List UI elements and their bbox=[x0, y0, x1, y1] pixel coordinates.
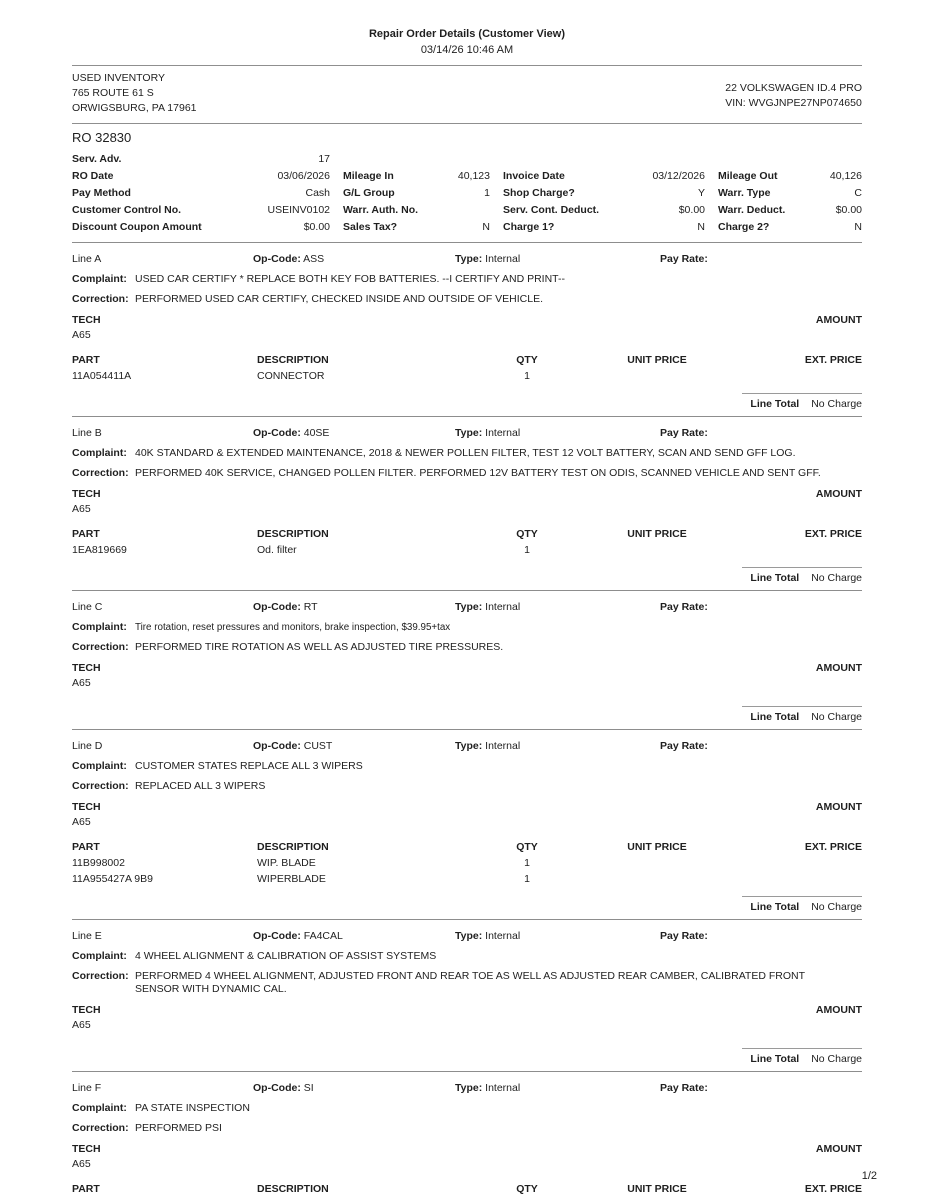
info-value: 1 bbox=[484, 187, 490, 199]
page-number: 1/2 bbox=[861, 1170, 877, 1182]
info-label: Warr. Deduct. bbox=[718, 204, 786, 216]
op-code-value: FA4CAL bbox=[303, 930, 343, 942]
info-cell bbox=[343, 170, 490, 183]
pay-rate-label: Pay Rate: bbox=[660, 740, 708, 752]
info-label: Serv. Cont. Deduct. bbox=[503, 204, 600, 216]
part-qty: 1 bbox=[524, 857, 530, 869]
type-label: Type: bbox=[455, 427, 483, 439]
correction-row bbox=[72, 1122, 862, 1135]
tech-label: TECH bbox=[72, 314, 101, 326]
unit-price-header: UNIT PRICE bbox=[627, 354, 687, 366]
pay-rate bbox=[660, 427, 862, 440]
parts-table bbox=[72, 1183, 862, 1196]
correction-label: Correction: bbox=[72, 467, 129, 479]
complaint-row bbox=[72, 950, 862, 963]
complaint-row bbox=[72, 1102, 862, 1115]
type-label: Type: bbox=[455, 601, 483, 613]
description-header: DESCRIPTION bbox=[257, 354, 329, 366]
pay-rate bbox=[660, 740, 862, 753]
correction-label: Correction: bbox=[72, 1122, 129, 1134]
info-cell bbox=[343, 187, 490, 200]
info-label: RO Date bbox=[72, 170, 114, 182]
op-code-value: SI bbox=[303, 1082, 314, 1094]
unit-price-header: UNIT PRICE bbox=[627, 1183, 687, 1195]
part-description: Od. filter bbox=[257, 544, 297, 556]
info-label: Customer Control No. bbox=[72, 204, 182, 216]
tech-label: TECH bbox=[72, 801, 101, 813]
correction-label: Correction: bbox=[72, 293, 129, 305]
info-label: Charge 1? bbox=[503, 221, 555, 233]
info-value: N bbox=[482, 221, 490, 233]
description-header: DESCRIPTION bbox=[257, 528, 329, 540]
parts-table bbox=[72, 841, 862, 886]
complaint-text: USED CAR CERTIFY * REPLACE BOTH KEY FOB BATTERIES. --I CERTIFY AND PRINT-- bbox=[135, 273, 565, 285]
dealer-name: USED INVENTORY bbox=[72, 72, 165, 84]
part-unit-price bbox=[562, 857, 752, 870]
type-label: Type: bbox=[455, 1082, 483, 1094]
line-id: Line B bbox=[72, 427, 102, 439]
complaint-row bbox=[72, 273, 862, 286]
unit-price-header: UNIT PRICE bbox=[627, 528, 687, 540]
line-total-label: Line Total bbox=[750, 901, 800, 913]
line-total-row bbox=[72, 393, 862, 411]
part-unit-price bbox=[562, 370, 752, 383]
tech-value: A65 bbox=[72, 677, 91, 689]
parts-table bbox=[72, 528, 862, 557]
part-unit-price bbox=[562, 873, 752, 886]
document-datetime: 03/14/26 10:46 AM bbox=[420, 44, 514, 56]
type-label: Type: bbox=[455, 740, 483, 752]
op-code bbox=[253, 601, 455, 614]
info-cell bbox=[718, 170, 862, 183]
pay-rate bbox=[660, 930, 862, 943]
dealer-block bbox=[72, 71, 197, 116]
part-description: CONNECTOR bbox=[257, 370, 325, 382]
part-unit-price bbox=[562, 544, 752, 557]
line-total-label: Line Total bbox=[750, 398, 800, 410]
pay-rate-label: Pay Rate: bbox=[660, 427, 708, 439]
pay-rate-label: Pay Rate: bbox=[660, 930, 708, 942]
op-code bbox=[253, 253, 455, 266]
line-total bbox=[742, 393, 862, 411]
line-total-label: Line Total bbox=[750, 572, 800, 584]
tech-amount-row bbox=[72, 801, 862, 814]
correction-row bbox=[72, 293, 862, 306]
tech-amount-row bbox=[72, 488, 862, 501]
line-type bbox=[455, 1082, 660, 1095]
amount-label: AMOUNT bbox=[815, 662, 862, 674]
complaint-text: PA STATE INSPECTION bbox=[135, 1102, 250, 1114]
type-value: Internal bbox=[485, 601, 521, 613]
line-id: Line C bbox=[72, 601, 103, 613]
qty-header: QTY bbox=[516, 1183, 538, 1195]
complaint-row bbox=[72, 760, 862, 773]
complaint-label: Complaint: bbox=[72, 447, 127, 459]
type-value: Internal bbox=[485, 253, 521, 265]
pay-rate-label: Pay Rate: bbox=[660, 1082, 708, 1094]
line-total bbox=[742, 896, 862, 914]
info-cell bbox=[503, 187, 705, 200]
complaint-text: 4 WHEEL ALIGNMENT & CALIBRATION OF ASSIST SYSTEMS bbox=[135, 950, 437, 962]
tech-amount-row bbox=[72, 1143, 862, 1156]
info-cell bbox=[718, 153, 862, 166]
line-total bbox=[742, 567, 862, 585]
line-total bbox=[742, 706, 862, 724]
complaint-label: Complaint: bbox=[72, 1102, 127, 1114]
op-code-value: CUST bbox=[303, 740, 333, 752]
pay-rate-label: Pay Rate: bbox=[660, 601, 708, 613]
complaint-label: Complaint: bbox=[72, 621, 127, 633]
parts-table bbox=[72, 354, 862, 383]
description-header: DESCRIPTION bbox=[257, 841, 329, 853]
info-value: 03/06/2026 bbox=[277, 170, 330, 182]
pay-rate bbox=[660, 601, 862, 614]
correction-label: Correction: bbox=[72, 970, 129, 982]
info-value: 17 bbox=[318, 153, 330, 165]
type-value: Internal bbox=[485, 1082, 521, 1094]
part-description: WIP. BLADE bbox=[257, 857, 316, 869]
info-label: Invoice Date bbox=[503, 170, 565, 182]
part-description: WIPERBLADE bbox=[257, 873, 326, 885]
op-code-label: Op-Code: bbox=[253, 930, 301, 942]
line-id: Line E bbox=[72, 930, 102, 942]
info-cell bbox=[72, 187, 330, 200]
info-value: USEINV0102 bbox=[267, 204, 330, 216]
qty-header: QTY bbox=[516, 841, 538, 853]
info-value: $0.00 bbox=[678, 204, 705, 216]
info-cell bbox=[718, 204, 862, 217]
amount-label: AMOUNT bbox=[815, 801, 862, 813]
part-ext-price bbox=[752, 544, 862, 557]
vehicle-vin: VIN: WVGJNPE27NP074650 bbox=[725, 97, 862, 109]
info-label: Discount Coupon Amount bbox=[72, 221, 202, 233]
line-section-e bbox=[72, 919, 862, 1071]
qty-header: QTY bbox=[516, 354, 538, 366]
info-label: Warr. Auth. No. bbox=[343, 204, 419, 216]
part-header: PART bbox=[72, 841, 100, 853]
info-value: $0.00 bbox=[835, 204, 862, 216]
correction-text: REPLACED ALL 3 WIPERS bbox=[135, 780, 266, 792]
tech-amount-row bbox=[72, 1004, 862, 1017]
line-total-label: Line Total bbox=[750, 1053, 800, 1065]
qty-header: QTY bbox=[516, 528, 538, 540]
tech-value: A65 bbox=[72, 503, 91, 515]
info-value: Y bbox=[697, 187, 705, 199]
info-label: Mileage In bbox=[343, 170, 394, 182]
line-total-value: No Charge bbox=[811, 1053, 862, 1065]
dealer-address-line2: ORWIGSBURG, PA 17961 bbox=[72, 102, 197, 114]
correction-text: PERFORMED USED CAR CERTIFY, CHECKED INSIDE AND OUTSIDE OF VEHICLE. bbox=[135, 293, 544, 305]
line-type bbox=[455, 601, 660, 614]
correction-label: Correction: bbox=[72, 641, 129, 653]
amount-label: AMOUNT bbox=[815, 1004, 862, 1016]
line-section-a bbox=[72, 242, 862, 416]
unit-price-header: UNIT PRICE bbox=[627, 841, 687, 853]
part-number: 11A955427A 9B9 bbox=[72, 873, 153, 885]
ext-price-header: EXT. PRICE bbox=[804, 528, 862, 540]
line-total-value: No Charge bbox=[811, 398, 862, 410]
line-total-value: No Charge bbox=[811, 572, 862, 584]
correction-row bbox=[72, 780, 862, 793]
line-header bbox=[72, 243, 862, 266]
line-total bbox=[742, 1048, 862, 1066]
line-type bbox=[455, 427, 660, 440]
correction-text: PERFORMED PSI bbox=[135, 1122, 222, 1134]
op-code-label: Op-Code: bbox=[253, 1082, 301, 1094]
part-header: PART bbox=[72, 354, 100, 366]
pay-rate bbox=[660, 253, 862, 266]
line-section-f bbox=[72, 1071, 862, 1201]
complaint-row bbox=[72, 621, 862, 634]
tech-label: TECH bbox=[72, 1143, 101, 1155]
op-code bbox=[253, 740, 455, 753]
complaint-label: Complaint: bbox=[72, 950, 127, 962]
type-value: Internal bbox=[485, 740, 521, 752]
info-label: Warr. Type bbox=[718, 187, 771, 199]
info-value: 40,123 bbox=[457, 170, 490, 182]
type-label: Type: bbox=[455, 253, 483, 265]
tech-value: A65 bbox=[72, 1019, 91, 1031]
op-code-value: RT bbox=[303, 601, 318, 613]
ext-price-header: EXT. PRICE bbox=[804, 1183, 862, 1195]
pay-rate bbox=[660, 1082, 862, 1095]
info-cell bbox=[718, 221, 862, 234]
info-label: G/L Group bbox=[343, 187, 395, 199]
part-number: 1EA819669 bbox=[72, 544, 127, 556]
document-header bbox=[72, 28, 862, 57]
part-ext-price bbox=[752, 370, 862, 383]
complaint-label: Complaint: bbox=[72, 760, 127, 772]
info-cell bbox=[72, 221, 330, 234]
part-ext-price bbox=[752, 857, 862, 870]
info-value: $0.00 bbox=[303, 221, 330, 233]
complaint-label: Complaint: bbox=[72, 273, 127, 285]
ro-number: RO 32830 bbox=[72, 130, 132, 145]
complaint-text: CUSTOMER STATES REPLACE ALL 3 WIPERS bbox=[135, 760, 363, 772]
tech-amount-row bbox=[72, 662, 862, 675]
info-label: Serv. Adv. bbox=[72, 153, 122, 165]
line-total-value: No Charge bbox=[811, 901, 862, 913]
info-label: Pay Method bbox=[72, 187, 131, 199]
op-code-label: Op-Code: bbox=[253, 253, 301, 265]
info-value: N bbox=[697, 221, 705, 233]
ro-info-grid bbox=[72, 152, 862, 242]
info-value: Cash bbox=[305, 187, 330, 199]
amount-label: AMOUNT bbox=[815, 1143, 862, 1155]
info-value: 03/12/2026 bbox=[652, 170, 705, 182]
tech-value: A65 bbox=[72, 816, 91, 828]
correction-label: Correction: bbox=[72, 780, 129, 792]
tech-value: A65 bbox=[72, 1158, 91, 1170]
line-header bbox=[72, 1072, 862, 1095]
part-qty: 1 bbox=[524, 544, 530, 556]
op-code-value: ASS bbox=[303, 253, 325, 265]
line-type bbox=[455, 253, 660, 266]
complaint-row bbox=[72, 447, 862, 460]
tech-label: TECH bbox=[72, 488, 101, 500]
part-ext-price bbox=[752, 873, 862, 886]
op-code bbox=[253, 930, 455, 943]
op-code bbox=[253, 427, 455, 440]
correction-row bbox=[72, 467, 862, 480]
tech-label: TECH bbox=[72, 1004, 101, 1016]
line-total-label: Line Total bbox=[750, 711, 800, 723]
op-code-label: Op-Code: bbox=[253, 427, 301, 439]
correction-text: PERFORMED TIRE ROTATION AS WELL AS ADJUSTED TIRE PRESSURES. bbox=[135, 641, 504, 653]
info-cell bbox=[72, 153, 330, 166]
info-cell bbox=[503, 153, 705, 166]
info-label: Shop Charge? bbox=[503, 187, 575, 199]
part-qty: 1 bbox=[524, 873, 530, 885]
line-total-value: No Charge bbox=[811, 711, 862, 723]
info-cell bbox=[503, 221, 705, 234]
page-title: Repair Order Details (Customer View) bbox=[368, 28, 566, 40]
info-value: N bbox=[854, 221, 862, 233]
line-total-row bbox=[72, 1048, 862, 1066]
tech-amount-row bbox=[72, 314, 862, 327]
info-cell bbox=[343, 204, 490, 217]
info-cell bbox=[343, 153, 490, 166]
line-id: Line F bbox=[72, 1082, 102, 1094]
op-code-label: Op-Code: bbox=[253, 740, 301, 752]
info-value: C bbox=[854, 187, 862, 199]
op-code bbox=[253, 1082, 455, 1095]
vehicle-model: 22 VOLKSWAGEN ID.4 PRO bbox=[725, 82, 862, 94]
ext-price-header: EXT. PRICE bbox=[804, 841, 862, 853]
part-number: 11B998002 bbox=[72, 857, 125, 869]
info-label: Charge 2? bbox=[718, 221, 770, 233]
correction-row bbox=[72, 970, 862, 996]
tech-value: A65 bbox=[72, 329, 91, 341]
correction-text: PERFORMED 4 WHEEL ALIGNMENT, ADJUSTED FRONT AND REAR TOE AS WELL AS ADJUSTED REAR CAMBER, CALIBRATED FRONT SENSOR WITH DYNAMIC CAL. bbox=[135, 970, 805, 995]
info-cell bbox=[503, 170, 705, 183]
line-section-d bbox=[72, 729, 862, 919]
info-cell bbox=[343, 221, 490, 234]
dealer-address-line1: 765 ROUTE 61 S bbox=[72, 87, 154, 99]
tech-label: TECH bbox=[72, 662, 101, 674]
line-total-row bbox=[72, 567, 862, 585]
part-qty: 1 bbox=[524, 370, 530, 382]
line-total-row bbox=[72, 706, 862, 724]
line-section-c bbox=[72, 590, 862, 729]
type-label: Type: bbox=[455, 930, 483, 942]
line-header bbox=[72, 730, 862, 753]
amount-label: AMOUNT bbox=[815, 314, 862, 326]
amount-label: AMOUNT bbox=[815, 488, 862, 500]
line-id: Line D bbox=[72, 740, 103, 752]
complaint-text: 40K STANDARD & EXTENDED MAINTENANCE, 2018 & NEWER POLLEN FILTER, TEST 12 VOLT BATTERY, SCAN AND SEND GFF LOG. bbox=[135, 447, 796, 459]
info-label: Mileage Out bbox=[718, 170, 778, 182]
line-header bbox=[72, 417, 862, 440]
info-cell bbox=[72, 204, 330, 217]
vehicle-block bbox=[725, 81, 862, 116]
type-value: Internal bbox=[485, 427, 521, 439]
part-header: PART bbox=[72, 528, 100, 540]
line-type bbox=[455, 740, 660, 753]
line-section-b bbox=[72, 416, 862, 590]
info-value: 40,126 bbox=[829, 170, 862, 182]
part-header: PART bbox=[72, 1183, 100, 1195]
op-code-value: 40SE bbox=[303, 427, 330, 439]
correction-row bbox=[72, 641, 862, 654]
description-header: DESCRIPTION bbox=[257, 1183, 329, 1195]
type-value: Internal bbox=[485, 930, 521, 942]
line-id: Line A bbox=[72, 253, 102, 265]
info-cell bbox=[503, 204, 705, 217]
dealer-vehicle-row bbox=[72, 66, 862, 123]
pay-rate-label: Pay Rate: bbox=[660, 253, 708, 265]
info-cell bbox=[72, 170, 330, 183]
info-cell bbox=[718, 187, 862, 200]
op-code-label: Op-Code: bbox=[253, 601, 301, 613]
part-number: 11A054411A bbox=[72, 370, 132, 382]
line-total-row bbox=[72, 896, 862, 914]
complaint-text: Tire rotation, reset pressures and monitors, brake inspection, $39.95+tax bbox=[135, 622, 451, 633]
line-header bbox=[72, 920, 862, 943]
info-label: Sales Tax? bbox=[343, 221, 398, 233]
line-header bbox=[72, 591, 862, 614]
line-type bbox=[455, 930, 660, 943]
ext-price-header: EXT. PRICE bbox=[804, 354, 862, 366]
correction-text: PERFORMED 40K SERVICE, CHANGED POLLEN FILTER. PERFORMED 12V BATTERY TEST ON ODIS, SCANNED VEHICLE AND SENT GFF. bbox=[135, 467, 821, 479]
